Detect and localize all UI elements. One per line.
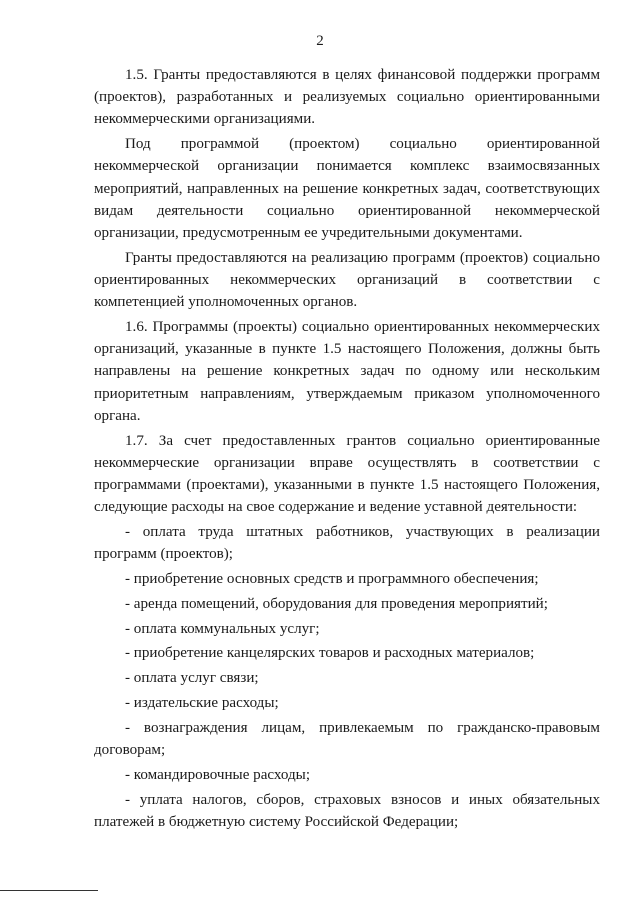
paragraph-1-7: 1.7. За счет предоставленных грантов социально ориентированные некоммерческие организации вправе осуществлять в соответствии с программами (проектами), указанными в пункте 1.5 настоящего Положения, следующие расходы на свое содержание и ведение уставной деятельности: [94, 432, 600, 516]
list-item: - аренда помещений, оборудования для проведения мероприятий; [125, 595, 548, 612]
list-item: - вознаграждения лицам, привлекаемым по гражданско-правовым договорам; [94, 719, 600, 759]
footer-divider [0, 890, 98, 891]
paragraph-program-definition: Под программой (проектом) социально ориентированной некоммерческой организации понимается комплекс взаимосвязанных мероприятий, направленных на решение конкретных задач, соответствующих видам деятельности социально ориентированной некоммерческой организации, предусмотренным ее учредительными документами. [94, 136, 600, 242]
list-item: - командировочные расходы; [125, 766, 311, 783]
list-item: - уплата налогов, сборов, страховых взносов и иных обязательных платежей в бюджетную систему Российской Федерации; [94, 791, 600, 830]
page-number: 2 [316, 33, 324, 49]
list-item: - издательские расходы; [125, 695, 279, 712]
paragraph-1-5: 1.5. Гранты предоставляются в целях финансовой поддержки программ (проектов), разработанных и реализуемых социально ориентированными некоммерческими организациями. [94, 67, 600, 128]
list-item: - приобретение канцелярских товаров и расходных материалов; [125, 645, 535, 662]
list-item: - оплата коммунальных услуг; [125, 620, 320, 637]
list-item: - оплата услуг связи; [125, 670, 259, 687]
paragraph-grants-competence: Гранты предоставляются на реализацию программ (проектов) социально ориентированных некоммерческих организаций в соответствии с компетенцией уполномоченных органов. [94, 249, 600, 311]
list-item: - приобретение основных средств и программного обеспечения; [125, 571, 539, 588]
list-item: - оплата труда штатных работников, участвующих в реализации программ (проектов); [94, 524, 600, 563]
paragraph-1-6: 1.6. Программы (проекты) социально ориентированных некоммерческих организаций, указанные в пункте 1.5 настоящего Положения, должны быть направлены на решение конкретных задач по одному или нескольким приоритетным направлениям, утверждаемым приказом уполномоченного органа. [94, 319, 600, 424]
document-body [94, 64, 600, 836]
